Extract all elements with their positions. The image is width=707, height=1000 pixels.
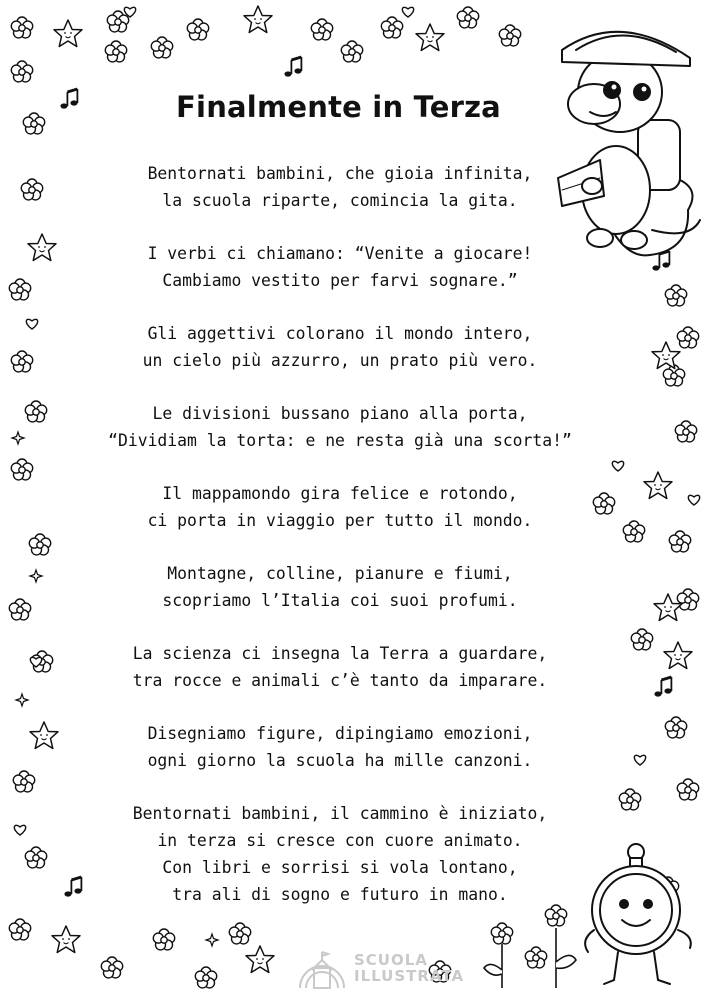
- poem-line: I verbi ci chiamano: “Venite a giocare!: [147, 244, 533, 263]
- logo-line-2: ILLUSTRATA: [354, 967, 465, 985]
- poem-line: tra rocce e animali c’è tanto da imparare.: [132, 671, 548, 690]
- poem-stanza: [40, 240, 640, 294]
- poem-line: la scuola riparte, comincia la gita.: [162, 191, 518, 210]
- poem-line: Con libri e sorrisi si vola lontano,: [162, 858, 518, 877]
- poem-line: Le divisioni bussano piano alla porta,: [152, 404, 528, 423]
- poem-stanza: [40, 640, 640, 694]
- poem-stanza: [40, 400, 640, 454]
- poem-line: Gli aggettivi colorano il mondo intero,: [147, 324, 533, 343]
- poem-stanza: [40, 560, 640, 614]
- poem-stanza: [40, 720, 640, 774]
- poem-title: Finalmente in Terza: [176, 90, 501, 124]
- music-note-icon: [652, 251, 671, 697]
- poem-line: Disegniamo figure, dipingiamo emozioni,: [147, 724, 533, 743]
- poem-stanza: [40, 800, 640, 908]
- poem-line: Il mappamondo gira felice e rotondo,: [162, 484, 518, 503]
- poem-line: Bentornati bambini, che gioia infinita,: [147, 164, 533, 183]
- smiling-star-icon: [644, 342, 692, 669]
- school-logo-icon: [296, 946, 348, 992]
- poem-line: Bentornati bambini, il cammino è iniziato,: [132, 804, 548, 823]
- poem-stanza: [40, 160, 640, 214]
- poem-line: un cielo più azzurro, un prato più vero.: [142, 351, 538, 370]
- poem-line: ogni giorno la scuola ha mille canzoni.: [147, 751, 533, 770]
- poem-line: in terza si cresce con cuore animato.: [157, 831, 523, 850]
- poem-line: ci porta in viaggio per tutto il mondo.: [147, 511, 533, 530]
- poem-body: [40, 160, 640, 934]
- poem-line: Cambiamo vestito per farvi sognare.”: [162, 271, 518, 290]
- poem-line: scopriamo l’Italia coi suoi profumi.: [162, 591, 518, 610]
- poem-stanza: [40, 320, 640, 374]
- poem-line: tra ali di sogno e futuro in mano.: [172, 885, 508, 904]
- poem-line: “Dividiam la torta: e ne resta già una scorta!”: [108, 431, 572, 450]
- school-logo: [296, 946, 465, 992]
- logo-line-1: SCUOLA: [354, 951, 428, 969]
- poem-line: La scienza ci insegna la Terra a guardare,: [132, 644, 548, 663]
- poem-stanza: [40, 480, 640, 534]
- poem-line: Montagne, colline, pianure e fiumi,: [167, 564, 513, 583]
